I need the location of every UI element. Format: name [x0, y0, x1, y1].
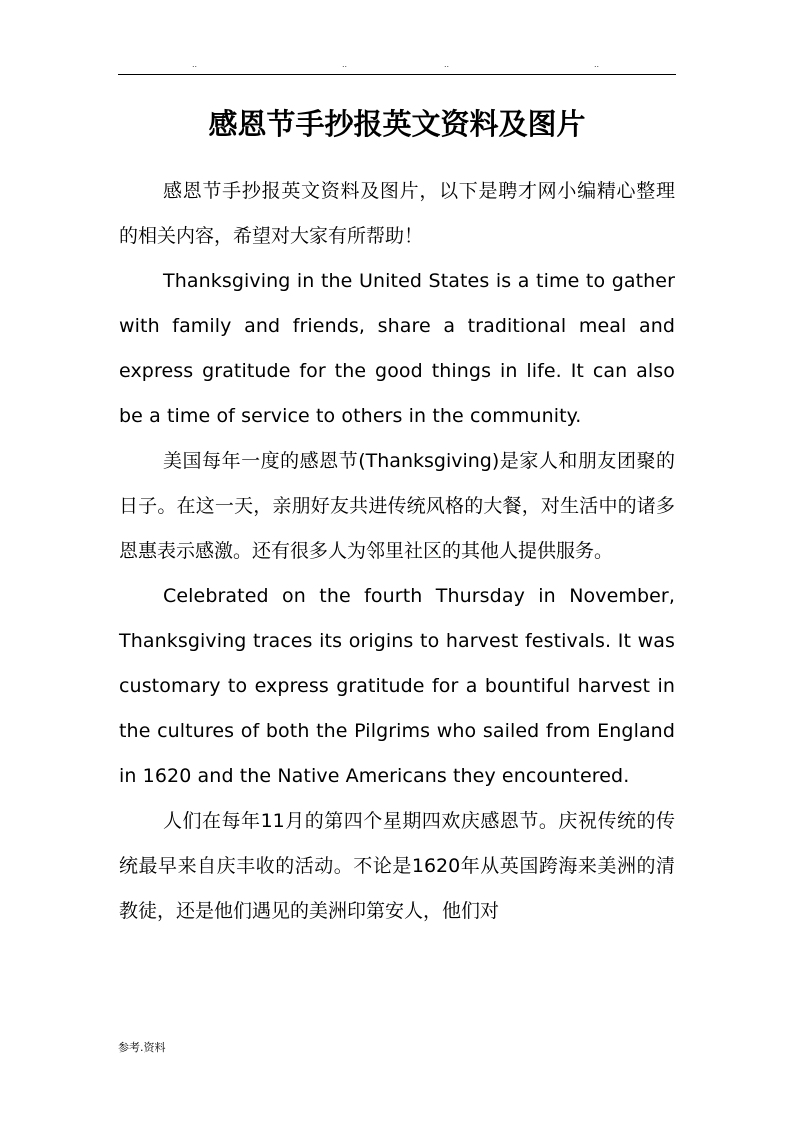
document-body	[119, 169, 675, 934]
document-title: 感恩节手抄报英文资料及图片	[208, 107, 586, 141]
header-mark: ..	[444, 60, 450, 69]
paragraph-chinese-2: 人们在每年11月的第四个星期四欢庆感恩节。庆祝传统的传统最早来自庆丰收的活动。不论是1620年从英国跨海来美洲的清教徒，还是他们遇见的美洲印第安人，他们对	[119, 810, 675, 922]
paragraph-intro: 感恩节手抄报英文资料及图片，以下是聘才网小编精心整理的相关内容，希望对大家有所帮助！	[119, 180, 675, 247]
page-header	[118, 60, 676, 75]
header-mark: ..	[192, 60, 198, 69]
header-mark: ..	[342, 60, 348, 69]
paragraph-chinese-1: 美国每年一度的感恩节(Thanksgiving)是家人和朋友团聚的日子。在这一天，亲朋好友共进传统风格的大餐，对生活中的诸多恩惠表示感激。还有很多人为邻里社区的其他人提供服务。	[119, 450, 675, 562]
paragraph-english-2: Celebrated on the fourth Thursday in November, Thanksgiving traces its origins to harvest festivals. It was customary to express gratitude for a bountiful harvest in the cultures of both the Pilgrims who sailed from England in 1620 and the Native Americans they encountered.	[119, 585, 675, 787]
page-footer: 参考.资料	[118, 1041, 166, 1054]
header-mark: ..	[594, 60, 600, 69]
paragraph-english-1: Thanksgiving in the United States is a time to gather with family and friends, share a traditional meal and express gratitude for the good things in life. It can also be a time of service to others in the community.	[119, 270, 675, 427]
